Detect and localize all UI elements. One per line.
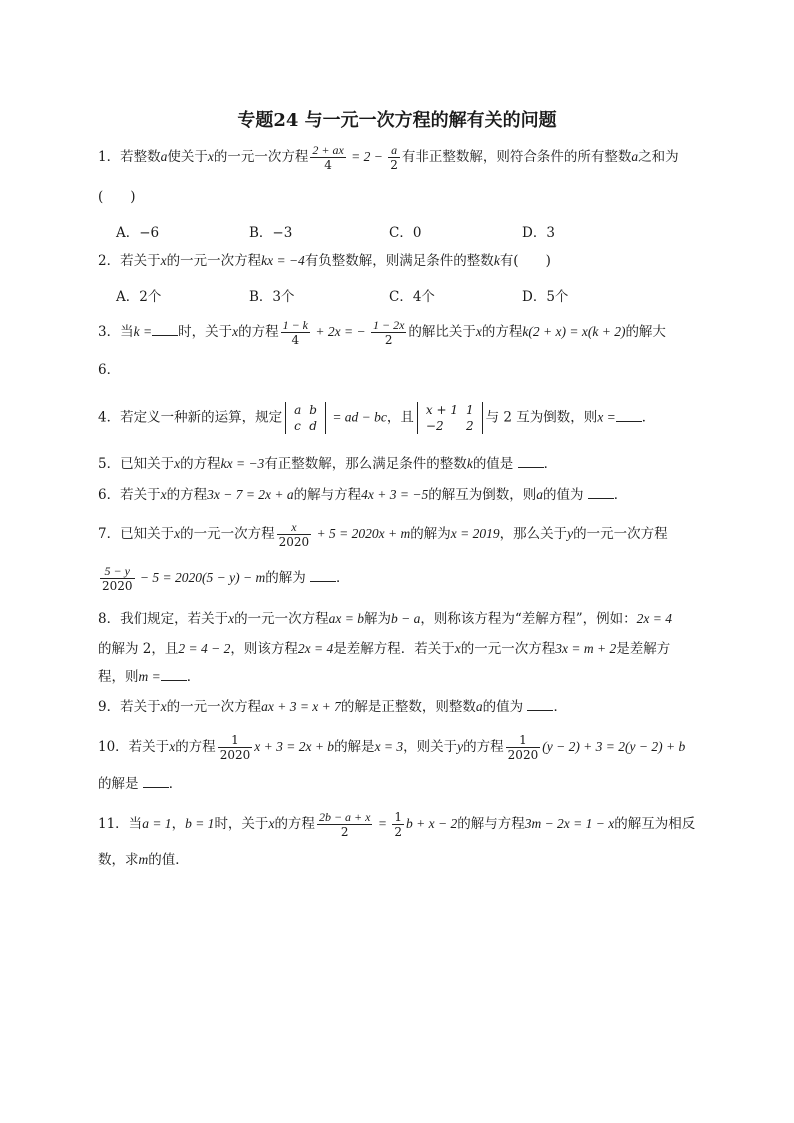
q1-option-a: A．−6 (116, 225, 160, 241)
q2-option-b: B．3个 (249, 289, 295, 305)
q1-option-d: D．3 (522, 225, 555, 241)
fraction: $\frac{2 + ax}{4}$ (312, 143, 344, 172)
q2-option-c: C．4个 (389, 289, 435, 305)
q2-option-a: A．2个 (116, 289, 162, 305)
question-10-line-1: 10．若关于x的方程 $\frac{1}{2020}$ x + 3 = 2x + b的解是x = 3，则关于y的方程 $\frac{1}{2020}$ (y − 2) + 3 = 2(y − 2) + b (98, 733, 686, 762)
question-11-line-1: 11．当a = 1，b = 1时，关于x的方程 $\frac{2b - a + x}{2}$ = $\frac{1}{2}$ b + x − 2的解与方程3m − 2x = 1 − x的解互为相反 (98, 810, 696, 839)
question-9: 9．若关于x的一元一次方程ax + 3 = x + 7的解是正整数，则整数a的值为 ． (98, 699, 567, 715)
question-5: 5．已知关于x的方程kx = −3有正整数解，那么满足条件的整数k的值是 ． (98, 456, 558, 472)
q1-option-c: C．0 (389, 225, 422, 241)
answer-blank[interactable] (143, 775, 169, 788)
question-7-line-1: 7．已知关于x的一元一次方程 $\frac{x}{2020}$ + 5 = 2020x + m的解为x = 2019，那么关于y的一元一次方程 (98, 520, 668, 549)
answer-blank[interactable] (152, 323, 178, 336)
fraction: $\frac{1 - k}{4}$ (282, 318, 309, 347)
question-8-line-2: 的解为 2，且2 = 4 − 2，则该方程2x = 4是差解方程．若关于x的一元一次方程3x = m + 2是差解方 (98, 641, 671, 657)
fraction: $\frac{a}{2}$ (390, 143, 398, 172)
answer-blank[interactable] (588, 486, 614, 499)
determinant-given: x + 1 1 −2 2 (417, 402, 483, 434)
question-11-line-2: 数，求m的值． (98, 852, 189, 868)
q1-option-b: B．−3 (249, 225, 293, 241)
answer-blank[interactable] (616, 409, 642, 422)
question-6: 6．若关于x的方程3x − 7 = 2x + a的解与方程4x + 3 = −5的解互为倒数，则a的值为 ． (98, 487, 628, 503)
question-10-line-2: 的解是 ． (98, 776, 183, 792)
fraction: $\frac{1}{2}$ (394, 810, 402, 839)
question-1-line-2: ( ) (98, 189, 136, 205)
fraction: $\frac{x}{2020}$ (278, 520, 310, 549)
fraction: $\frac{1 - 2x}{2}$ (372, 318, 405, 347)
question-7-line-2: $\frac{5 - y}{2020}$ − 5 = 2020(5 − y) − m的解为 ． (102, 564, 350, 593)
answer-blank[interactable] (518, 455, 544, 468)
answer-blank[interactable] (527, 698, 553, 711)
answer-blank[interactable] (161, 668, 187, 681)
determinant-definition: a b c d (285, 402, 326, 434)
question-1-line-1: 1．若整数a使关于x的一元一次方程 $\frac{2 + ax}{4}$ = 2 − $\frac{a}{2}$ 有非正整数解，则符合条件的所有整数a之和为 (98, 143, 679, 172)
fraction: $\frac{2b - a + x}{2}$ (318, 810, 371, 839)
fraction: $\frac{1}{2020}$ (507, 733, 539, 762)
question-3-line-1: 3．当k = 时，关于x的方程 $\frac{1 - k}{4}$ + 2x = − $\frac{1 - 2x}{2}$ 的解比关于x的方程k(2 + x) = x(k + 2)的解大 (98, 318, 666, 347)
question-8-line-1: 8．我们规定，若关于x的一元一次方程ax = b解为b − a，则称该方程为“差解方程”，例如：2x = 4 (98, 611, 672, 627)
page-title: 专题24 与一元一次方程的解有关的问题 (237, 110, 557, 131)
question-2: 2．若关于x的一元一次方程kx = −4有负整数解，则满足条件的整数k有( ) (98, 253, 551, 269)
answer-blank[interactable] (310, 569, 336, 582)
question-3-line-2: 6． (98, 362, 121, 378)
question-4: 4．若定义一种新的运算，规定 a b c d = ad − bc，且 x + 1 1 −2 2 与 2 互为倒数，则x = ． (98, 403, 656, 433)
q2-option-d: D．5个 (522, 289, 569, 305)
question-8-line-3: 程，则m = ． (98, 669, 201, 685)
fraction: $\frac{5 - y}{2020}$ (102, 564, 133, 593)
fraction: $\frac{1}{2020}$ (219, 733, 251, 762)
